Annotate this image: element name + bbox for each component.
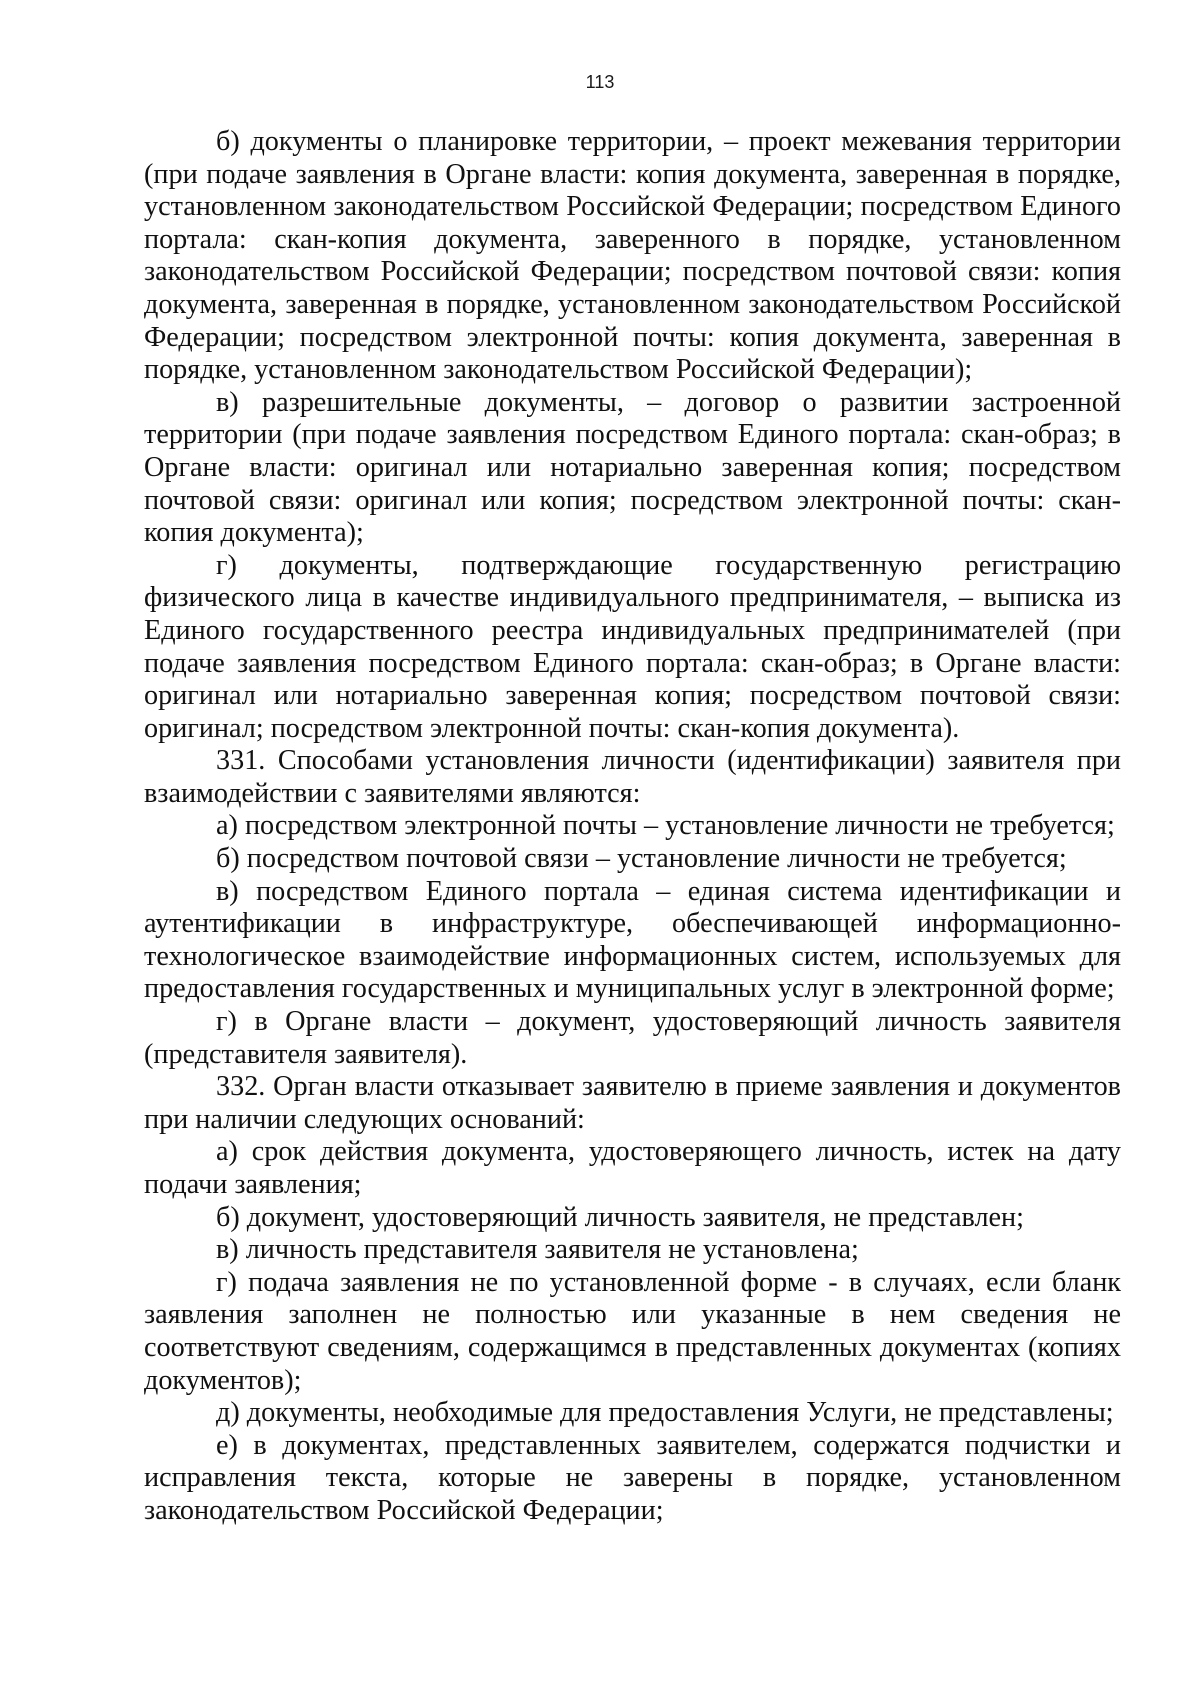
paragraph-b-planning-documents: б) документы о планировке территории, – проект межевания территории (при подаче заявления в Органе власти: копия документа, заверенная в порядке, установленном законодательством Российской Федерации; посредством Единого портала: скан-копия документа, заверенного в порядке, установленном законодательством Российской Федерации; посредством почтовой связи: копия документа, заверенная в порядке, установленном законодательством Российской Федерации; посредством электронной почты: копия документа, заверенная в порядке, установленном законодательством Российской Федерации); <box>144 126 1121 386</box>
paragraph-332-d-missing-documents: д) документы, необходимые для предоставления Услуги, не представлены; <box>216 1397 1114 1429</box>
paragraph-332-e-corrections: е) в документах, представленных заявителем, содержатся подчистки и исправления текста, которые не заверены в порядке, установленном законодательством Российской Федерации; <box>144 1429 1121 1526</box>
page-number: 113 <box>585 72 615 92</box>
paragraph-332-b-no-id-document: б) документ, удостоверяющий личность заявителя, не представлен; <box>216 1201 1024 1233</box>
paragraph-331-v-portal: в) посредством Единого портала – единая система идентификации и аутентификации в инфраструктуре, обеспечивающей информационно-технологическое взаимодействие информационных систем, используемых для предоставления государственных и муниципальных услуг в электронной форме; <box>144 875 1121 1005</box>
document-body <box>144 126 1121 1528</box>
paragraph-332-a-expired-document: а) срок действия документа, удостоверяющего личность, истек на дату подачи заявления; <box>144 1136 1121 1200</box>
paragraph-332-g-wrong-form: г) подача заявления не по установленной форме - в случаях, если бланк заявления заполнен не полностью или указанные в нем сведения не соответствуют сведениям, содержащимся в представленных документах (копиях документов); <box>144 1266 1121 1396</box>
paragraph-332-refusal-grounds: 332. Орган власти отказывает заявителю в приеме заявления и документов при наличии следующих оснований: <box>144 1071 1121 1135</box>
paragraph-v-permit-documents: в) разрешительные документы, – договор о развитии застроенной территории (при подаче заявления посредством Единого портала: скан-образ; в Органе власти: оригинал или нотариально заверенная копия; посредством почтовой связи: оригинал или копия; посредством электронной почты: скан-копия документа); <box>144 386 1121 549</box>
paragraph-g-registration-documents: г) документы, подтверждающие государственную регистрацию физического лица в качестве индивидуального предпринимателя, – выписка из Единого государственного реестра индивидуальных предпринимателей (при подаче заявления посредством Единого портала: скан-образ; в Органе власти: оригинал или нотариально заверенная копия; посредством почтовой связи: оригинал; посредством электронной почты: скан-копия документа). <box>144 549 1121 744</box>
paragraph-331-a-email: а) посредством электронной почты – установление личности не требуется; <box>216 810 1115 842</box>
paragraph-331-g-authority: г) в Органе власти – документ, удостоверяющий личность заявителя (представителя заявителя). <box>144 1006 1121 1070</box>
paragraph-331-b-postal: б) посредством почтовой связи – установление личности не требуется; <box>216 843 1067 875</box>
paragraph-332-v-representative-unidentified: в) личность представителя заявителя не установлена; <box>216 1234 859 1266</box>
paragraph-331-identification-methods: 331. Способами установления личности (идентификации) заявителя при взаимодействии с заявителями являются: <box>144 745 1121 809</box>
